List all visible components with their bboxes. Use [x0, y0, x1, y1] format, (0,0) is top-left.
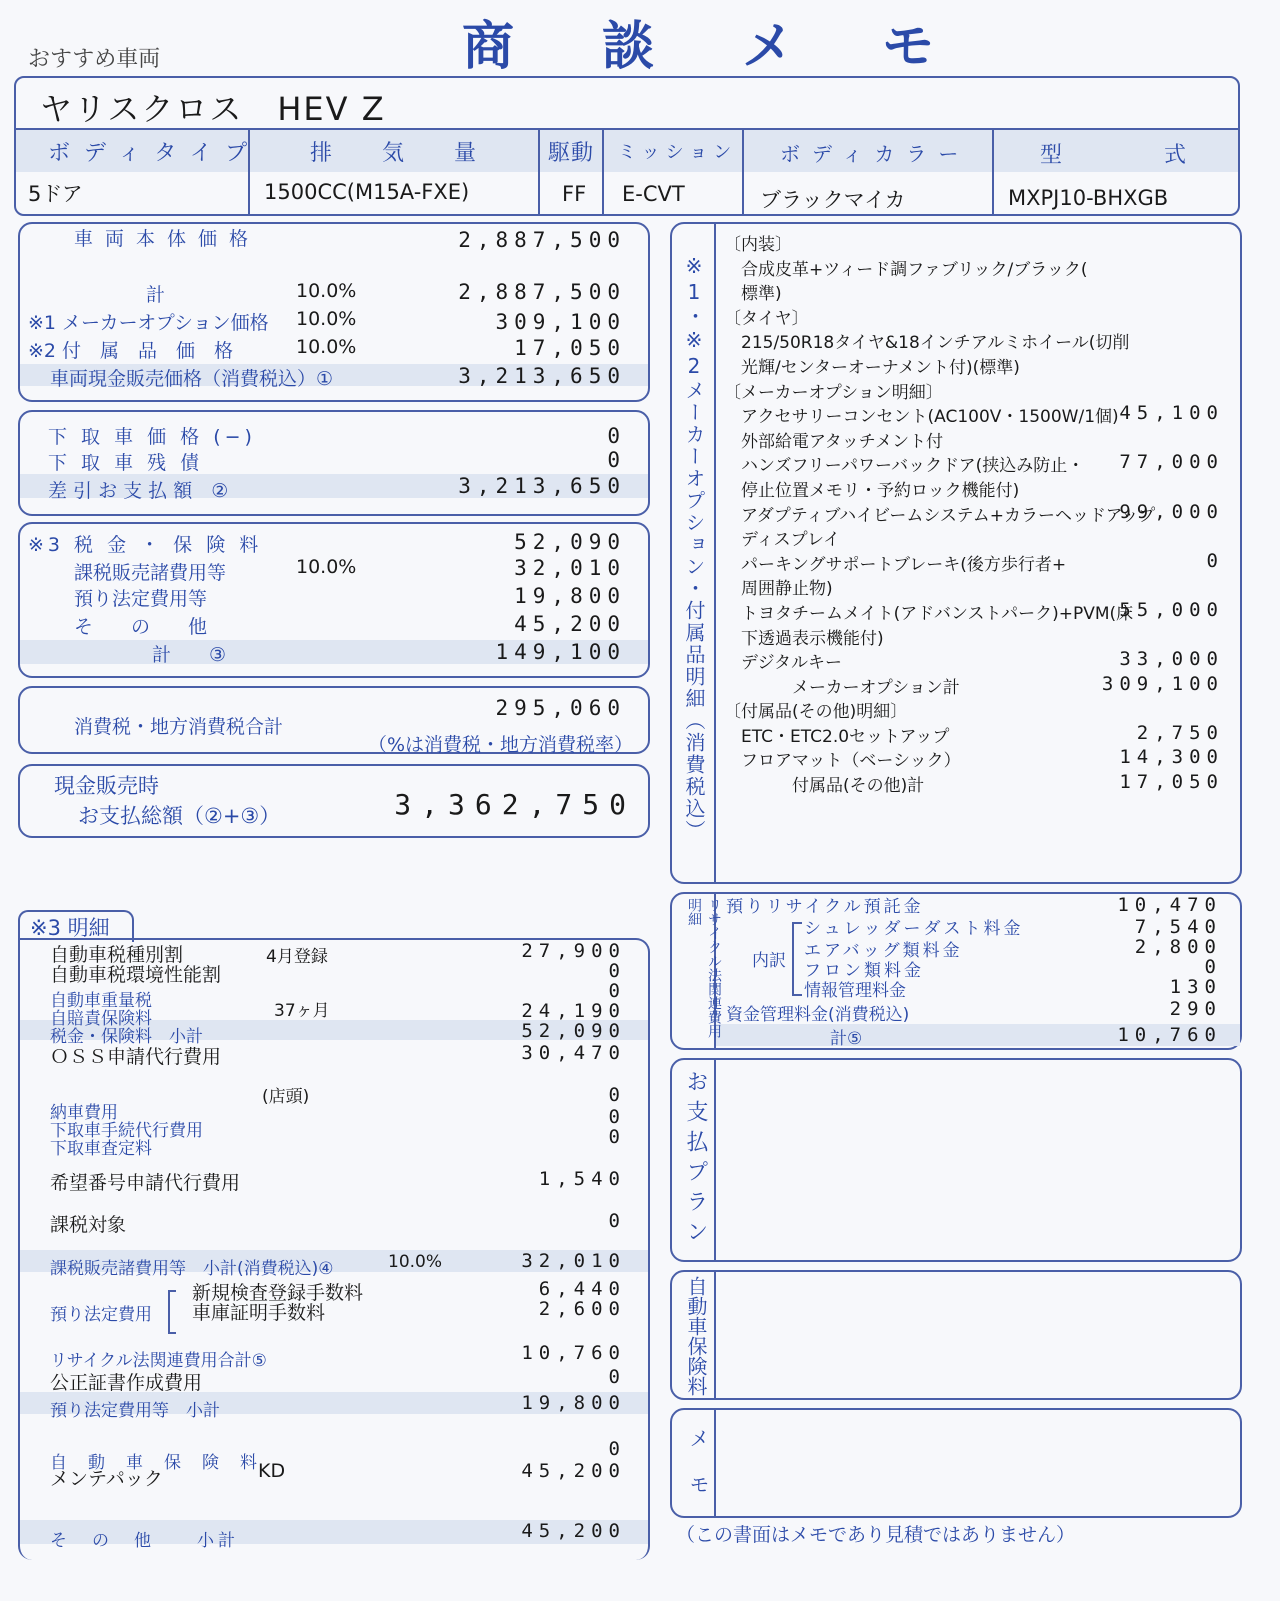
consumption-tax-value: 295,060	[495, 696, 626, 720]
detail-weight-tax-label: 自動車重量税	[50, 991, 152, 1011]
option-line	[724, 230, 1224, 255]
detail-number-label: 希望番号申請代行費用	[50, 1172, 241, 1194]
option-line	[724, 476, 1224, 501]
payment-plan-label: お支払プラン	[683, 1070, 708, 1250]
option-line-text: 停止位置メモリ・予約ロック機能付)	[724, 480, 1020, 501]
tax-other-value: 45,200	[514, 612, 626, 636]
option-line-value: 309,100	[1101, 672, 1224, 695]
option-line-text: 光輝/センターオーナメント付)(標準)	[724, 357, 1020, 378]
recycle-total-label: 計⑤	[830, 1029, 863, 1049]
spec-header-displacement: 排 気 量	[310, 141, 491, 166]
option-line	[724, 771, 1224, 796]
option-line-value: 33,000	[1119, 648, 1224, 671]
detail-insurance-label: 自 動 車 保 険 料	[50, 1453, 259, 1473]
option-line	[724, 304, 1224, 329]
option-line-text: ETC・ETC2.0セットアップ	[724, 726, 950, 747]
option-line-value: 17,050	[1119, 771, 1224, 794]
option-line-value: 45,100	[1119, 402, 1224, 425]
spec-header-drive: 駆動	[548, 141, 595, 166]
spec-displacement-value: 1500CC(M15A-FXE)	[264, 180, 470, 204]
detail-inspection-value: 6,440	[538, 1278, 626, 1300]
option-line	[724, 525, 1224, 550]
option-line-text: アダプティブハイビームシステム+カラーヘッドアップ	[724, 505, 1156, 526]
consumption-tax-note: （%は消費税・地方消費税率）	[368, 734, 634, 756]
detail-legal-subtotal-label: 預り法定費用等 小計	[50, 1401, 220, 1421]
option-line	[724, 402, 1224, 427]
option-line-text: メーカーオプション計	[724, 677, 960, 698]
price-subtotal-rate: 10.0%	[296, 280, 357, 302]
tradein-net-label: 差 引 お 支 払 額 ②	[48, 480, 229, 502]
option-line	[724, 574, 1224, 599]
option-line	[724, 746, 1224, 771]
price-body-value: 2,887,500	[458, 228, 626, 252]
options-list	[724, 230, 1224, 796]
tax-total-value: 149,100	[495, 640, 626, 664]
spec-drive-value: FF	[562, 182, 587, 206]
option-line	[724, 648, 1224, 673]
detail-tradein-assess-value: 0	[608, 1126, 626, 1148]
tax-fees-label: 課税販売諸費用等	[74, 562, 227, 584]
tradein-price-value: 0	[607, 424, 626, 448]
option-line	[724, 722, 1224, 747]
option-line	[724, 624, 1224, 649]
option-line-text: ハンズフリーパワーバックドア(挟込み防止・	[724, 456, 1085, 477]
spec-mission-value: E-CVT	[622, 182, 685, 206]
detail-oss-label: ＯＳＳ申請代行費用	[50, 1046, 222, 1068]
option-line	[724, 673, 1224, 698]
tax-fees-value: 32,010	[514, 556, 626, 580]
option-line	[724, 599, 1224, 624]
price-option-value: 309,100	[495, 310, 626, 334]
spec-header-color: ボディカラー	[780, 142, 971, 166]
option-line	[724, 501, 1224, 526]
recycle-fund-value: 290	[1169, 998, 1222, 1020]
recycle-item-airbag-value: 2,800	[1134, 936, 1222, 958]
detail-car-tax-extra: 4月登録	[266, 947, 328, 967]
insurance-label: 自動車保険料	[684, 1276, 708, 1396]
recycle-deposit-value: 10,470	[1117, 894, 1222, 916]
option-line-value: 55,000	[1119, 598, 1224, 621]
detail-tradein-proc-label: 下取車手続代行費用	[50, 1121, 203, 1141]
tradein-loan-label: 下 取 車 残 債	[48, 452, 204, 474]
options-side-label: ※1・※2メーカーオプション・付属品明細（消費税込）	[682, 254, 706, 842]
price-option-rate: 10.0%	[296, 308, 357, 330]
detail-tradein-assess-label: 下取車査定料	[50, 1139, 152, 1159]
tax-insurance-value: 52,090	[514, 530, 626, 554]
option-line-text: 〔タイヤ〕	[724, 308, 809, 329]
detail-blank-value: 0	[608, 980, 626, 1002]
insurance-box	[670, 1270, 1242, 1400]
recycle-total-value: 10,760	[1117, 1024, 1222, 1046]
detail-legal-bracket	[168, 1290, 176, 1334]
detail-store-extra: (店頭)	[262, 1087, 310, 1107]
option-line-text: 付属品(その他)計	[724, 776, 925, 797]
option-line-value: 14,300	[1119, 746, 1224, 769]
option-line-value: 0	[1206, 549, 1224, 572]
tradein-net-value: 3,213,650	[458, 474, 626, 498]
detail-fees-subtotal-rate: 10.0%	[388, 1252, 443, 1272]
price-cash-label: 車両現金販売価格（消費税込）①	[50, 368, 334, 390]
recycle-side-label: リサイクル法関連費用明細	[686, 898, 722, 1038]
detail-fees-subtotal-label: 課税販売諸費用等 小計(消費税込)④	[50, 1259, 334, 1279]
recycle-bracket	[792, 922, 802, 996]
detail-other-subtotal-label: そ の 他 小計	[50, 1531, 239, 1551]
recycle-breakdown-label: 内訳	[752, 951, 786, 971]
recycle-item-freon: フロン類料金	[804, 961, 924, 981]
option-line-text: 周囲静止物)	[724, 579, 833, 600]
detail-recycle-label: リサイクル法関連費用合計⑤	[50, 1351, 267, 1371]
price-cash-value: 3,213,650	[458, 364, 626, 388]
price-accessory-label: ※2 付 属 品 価 格	[28, 340, 234, 362]
detail-env-tax-label: 自動車税環境性能割	[50, 964, 222, 986]
spec-color-value: ブラックマイカ	[760, 188, 906, 212]
disclaimer: （この書面はメモであり見積ではありません）	[676, 1524, 1076, 1546]
recycle-item-info-value: 130	[1169, 976, 1222, 998]
option-line-text: パーキングサポートブレーキ(後方歩行者+	[724, 554, 1067, 575]
detail-tax-subtotal-label: 税金・保険料 小計	[50, 1027, 203, 1047]
recycle-deposit-label: 預りリサイクル預託金	[726, 897, 924, 917]
recycle-item-shredder: シュレッダーダスト料金	[804, 919, 1024, 939]
total-line1: 現金販売時	[54, 774, 159, 798]
recommended-label: おすすめ車両	[28, 47, 161, 72]
detail-maintenance-extra: KD	[258, 1460, 286, 1482]
price-option-label: ※1 メーカーオプション価格	[28, 312, 269, 334]
detail-weight-tax-value: 24,190	[521, 1000, 626, 1022]
detail-tab-label: ※3 明細	[30, 916, 110, 940]
spec-body-value: 5ドア	[28, 182, 83, 206]
option-line	[724, 427, 1224, 452]
detail-garage-label: 車庫証明手数料	[192, 1302, 326, 1324]
detail-other-subtotal-value: 45,200	[521, 1520, 626, 1542]
option-line	[724, 328, 1224, 353]
tradein-price-label: 下 取 車 価 格 (−)	[48, 426, 256, 448]
detail-notary-label: 公正証書作成費用	[50, 1372, 203, 1394]
detail-tax-subtotal-value: 52,090	[521, 1020, 626, 1042]
detail-taxable-value: 0	[608, 1210, 626, 1232]
option-line-text: 〔付属品(その他)明細〕	[724, 702, 908, 723]
tax-insurance-label: ※3 税 金 ・ 保 険 料	[28, 534, 263, 556]
option-line	[724, 353, 1224, 378]
option-line-value: 99,000	[1119, 500, 1224, 523]
detail-maintenance-value: 45,200	[521, 1460, 626, 1482]
option-line	[724, 279, 1224, 304]
price-accessory-value: 17,050	[514, 336, 626, 360]
detail-car-tax-value: 27,900	[521, 940, 626, 962]
recycle-item-shredder-value: 7,540	[1134, 916, 1222, 938]
option-line-text: 215/50R18タイヤ&18インチアルミホイール(切削	[724, 333, 1130, 354]
option-line-text: 〔メーカーオプション明細〕	[724, 382, 943, 403]
detail-oss-value: 30,470	[521, 1042, 626, 1064]
option-line-text: トヨタチームメイト(アドバンストパーク)+PVM(床	[724, 603, 1134, 624]
option-line-text: 外部給電アタッチメント付	[724, 431, 944, 452]
detail-zero-value: 0	[608, 1438, 626, 1460]
spec-model-value: MXPJ10-BHXGB	[1008, 186, 1169, 210]
detail-recycle-value: 10,760	[521, 1342, 626, 1364]
option-line-value: 77,000	[1119, 451, 1224, 474]
total-value: 3,362,750	[394, 788, 636, 821]
recycle-item-airbag: エアバッグ類料金	[804, 941, 963, 961]
tax-other-label: そ の 他	[74, 616, 208, 638]
recycle-fund-label: 資金管理料金(消費税込)	[726, 1005, 910, 1025]
option-line-text: 下透過表示機能付)	[724, 628, 884, 649]
detail-garage-value: 2,600	[538, 1298, 626, 1320]
detail-env-tax-value: 0	[608, 960, 626, 982]
price-accessory-rate: 10.0%	[296, 336, 357, 358]
recycle-item-info: 情報管理料金	[804, 981, 906, 1001]
detail-weight-tax-extra: 37ヶ月	[274, 1001, 330, 1021]
option-line	[724, 550, 1224, 575]
detail-fees-subtotal-value: 32,010	[521, 1250, 626, 1272]
detail-store-value: 0	[608, 1084, 626, 1106]
spec-header-body: ボディタイプ	[48, 141, 262, 166]
option-line-text: デジタルキー	[724, 653, 842, 674]
option-line-text: フロアマット（ベーシック）	[724, 751, 961, 772]
option-line-text: 〔内装〕	[724, 235, 792, 255]
price-subtotal-label: 計	[146, 284, 166, 306]
detail-inspection-label: 新規検査登録手数料	[192, 1282, 364, 1304]
option-line	[724, 255, 1224, 280]
memo-label: メモ	[686, 1428, 710, 1520]
payment-plan-box	[670, 1058, 1242, 1262]
tax-legal-label: 預り法定費用等	[74, 588, 208, 610]
price-body-label: 車両本体価格	[74, 228, 261, 250]
option-line-text: ディスプレイ	[724, 530, 841, 551]
detail-taxable-label: 課税対象	[50, 1214, 127, 1236]
car-name: ヤリスクロス HEV Z	[40, 90, 386, 128]
detail-car-tax-label: 自動車税種別割	[50, 944, 184, 966]
option-line	[724, 378, 1224, 403]
tax-legal-value: 19,800	[514, 584, 626, 608]
recycle-item-freon-value: 0	[1204, 956, 1222, 978]
option-line-text: アクセサリーコンセント(AC100V・1500W/1個)	[724, 407, 1119, 428]
memo-box	[670, 1408, 1242, 1518]
page-title: 商 談 メ モ	[462, 17, 953, 77]
option-line-text: 標準)	[724, 284, 782, 305]
tax-total-label: 計 ③	[152, 644, 227, 666]
consumption-tax-label: 消費税・地方消費税合計	[74, 716, 284, 738]
detail-legal-fee-label: 預り法定費用	[50, 1305, 152, 1325]
option-line	[724, 697, 1224, 722]
detail-number-value: 1,540	[538, 1168, 626, 1190]
option-line	[724, 451, 1224, 476]
spec-header-model: 型 式	[1040, 143, 1227, 168]
price-subtotal-value: 2,887,500	[458, 280, 626, 304]
option-line-text: 合成皮革+ツィード調ファブリック/ブラック(	[724, 259, 1088, 280]
detail-notary-value: 0	[608, 1366, 626, 1388]
detail-cali-label: 自賠責保険料	[50, 1009, 152, 1029]
detail-legal-subtotal-value: 19,800	[521, 1392, 626, 1414]
detail-delivery-value: 0	[608, 1106, 626, 1128]
spec-header-mission: ミッション	[618, 142, 738, 163]
tradein-loan-value: 0	[607, 448, 626, 472]
detail-maintenance-label: メンテパック	[50, 1468, 163, 1490]
total-line2: お支払総額（②+③）	[78, 804, 281, 828]
tax-fees-rate: 10.0%	[296, 556, 357, 578]
option-line-value: 2,750	[1136, 721, 1224, 744]
detail-delivery-label: 納車費用	[50, 1103, 118, 1123]
